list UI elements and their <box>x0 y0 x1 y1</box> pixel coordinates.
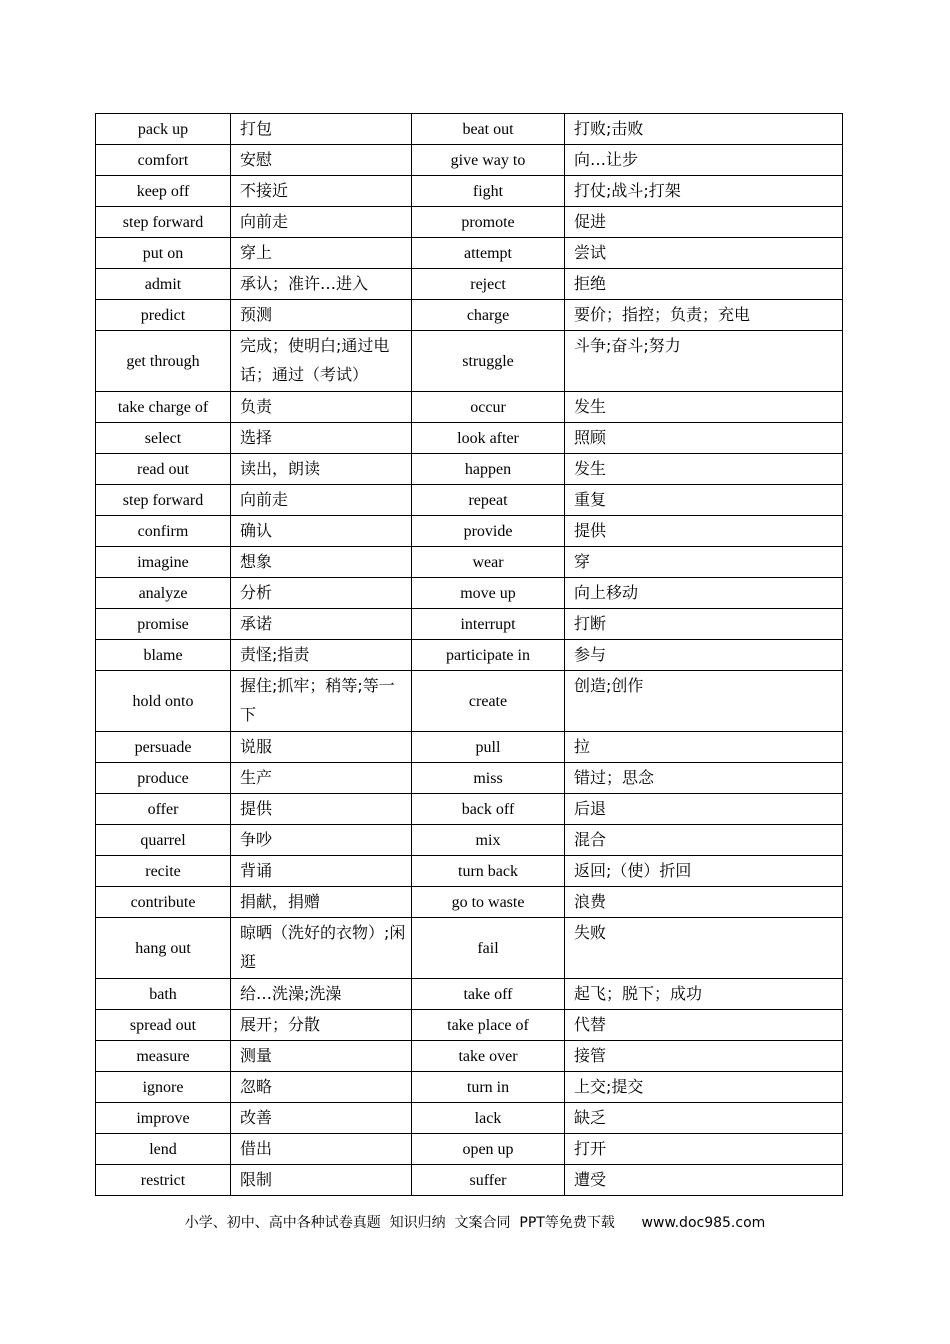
table-row <box>96 979 843 1010</box>
chinese-meaning-cell: 照顾 <box>565 423 843 454</box>
table-row <box>96 1134 843 1165</box>
table-row <box>96 887 843 918</box>
chinese-meaning-cell: 拒绝 <box>565 269 843 300</box>
chinese-meaning-cell: 责怪;指责 <box>231 640 412 671</box>
english-term-cell: produce <box>96 763 231 794</box>
english-term-cell: open up <box>412 1134 565 1165</box>
english-term-cell: give way to <box>412 145 565 176</box>
chinese-meaning-cell: 生产 <box>231 763 412 794</box>
table-row <box>96 207 843 238</box>
table-row <box>96 609 843 640</box>
table-row <box>96 1103 843 1134</box>
english-term-cell: lend <box>96 1134 231 1165</box>
table-row <box>96 331 843 392</box>
chinese-meaning-cell: 借出 <box>231 1134 412 1165</box>
english-term-cell: read out <box>96 454 231 485</box>
table-row <box>96 794 843 825</box>
table-row <box>96 423 843 454</box>
table-row <box>96 1041 843 1072</box>
chinese-meaning-cell: 向上移动 <box>565 578 843 609</box>
english-term-cell: beat out <box>412 114 565 145</box>
english-term-cell: comfort <box>96 145 231 176</box>
english-term-cell: struggle <box>412 331 565 392</box>
english-term-cell: fight <box>412 176 565 207</box>
english-term-cell: attempt <box>412 238 565 269</box>
table-row <box>96 516 843 547</box>
english-term-cell: provide <box>412 516 565 547</box>
table-row <box>96 114 843 145</box>
chinese-meaning-cell: 晾晒（洗好的衣物）;闲逛 <box>231 918 412 979</box>
english-term-cell: get through <box>96 331 231 392</box>
table-row <box>96 671 843 732</box>
english-term-cell: improve <box>96 1103 231 1134</box>
english-term-cell: pull <box>412 732 565 763</box>
english-term-cell: interrupt <box>412 609 565 640</box>
vocabulary-table-body <box>96 114 843 1196</box>
chinese-meaning-cell: 测量 <box>231 1041 412 1072</box>
english-term-cell: offer <box>96 794 231 825</box>
english-term-cell: hang out <box>96 918 231 979</box>
english-term-cell: take place of <box>412 1010 565 1041</box>
chinese-meaning-cell: 发生 <box>565 454 843 485</box>
chinese-meaning-cell: 尝试 <box>565 238 843 269</box>
chinese-meaning-cell: 完成；使明白;通过电话；通过（考试） <box>231 331 412 392</box>
chinese-meaning-cell: 选择 <box>231 423 412 454</box>
english-term-cell: measure <box>96 1041 231 1072</box>
table-row <box>96 300 843 331</box>
table-row <box>96 145 843 176</box>
chinese-meaning-cell: 预测 <box>231 300 412 331</box>
chinese-meaning-cell: 争吵 <box>231 825 412 856</box>
chinese-meaning-cell: 说服 <box>231 732 412 763</box>
english-term-cell: take off <box>412 979 565 1010</box>
table-row <box>96 392 843 423</box>
table-row <box>96 547 843 578</box>
english-term-cell: select <box>96 423 231 454</box>
chinese-meaning-cell: 斗争;奋斗;努力 <box>565 331 843 392</box>
chinese-meaning-cell: 参与 <box>565 640 843 671</box>
chinese-meaning-cell: 向前走 <box>231 485 412 516</box>
english-term-cell: happen <box>412 454 565 485</box>
chinese-meaning-cell: 改善 <box>231 1103 412 1134</box>
english-term-cell: imagine <box>96 547 231 578</box>
chinese-meaning-cell: 限制 <box>231 1165 412 1196</box>
chinese-meaning-cell: 代替 <box>565 1010 843 1041</box>
chinese-meaning-cell: 起飞；脱下；成功 <box>565 979 843 1010</box>
chinese-meaning-cell: 错过；思念 <box>565 763 843 794</box>
chinese-meaning-cell: 接管 <box>565 1041 843 1072</box>
table-row <box>96 578 843 609</box>
chinese-meaning-cell: 展开；分散 <box>231 1010 412 1041</box>
table-row <box>96 763 843 794</box>
english-term-cell: predict <box>96 300 231 331</box>
english-term-cell: contribute <box>96 887 231 918</box>
chinese-meaning-cell: 想象 <box>231 547 412 578</box>
english-term-cell: blame <box>96 640 231 671</box>
table-row <box>96 176 843 207</box>
table-row <box>96 485 843 516</box>
chinese-meaning-cell: 穿 <box>565 547 843 578</box>
chinese-meaning-cell: 穿上 <box>231 238 412 269</box>
english-term-cell: ignore <box>96 1072 231 1103</box>
english-term-cell: promote <box>412 207 565 238</box>
english-term-cell: step forward <box>96 207 231 238</box>
chinese-meaning-cell: 返回;（使）折回 <box>565 856 843 887</box>
chinese-meaning-cell: 上交;提交 <box>565 1072 843 1103</box>
chinese-meaning-cell: 发生 <box>565 392 843 423</box>
chinese-meaning-cell: 拉 <box>565 732 843 763</box>
page-footer: 小学、初中、高中各种试卷真题 知识归纳 文案合同 PPT等免费下载 www.doc985.com <box>184 1215 766 1231</box>
english-term-cell: pack up <box>96 114 231 145</box>
english-term-cell: quarrel <box>96 825 231 856</box>
chinese-meaning-cell: 提供 <box>231 794 412 825</box>
chinese-meaning-cell: 向前走 <box>231 207 412 238</box>
table-row <box>96 732 843 763</box>
table-row <box>96 1072 843 1103</box>
english-term-cell: admit <box>96 269 231 300</box>
chinese-meaning-cell: 遭受 <box>565 1165 843 1196</box>
chinese-meaning-cell: 安慰 <box>231 145 412 176</box>
chinese-meaning-cell: 创造;创作 <box>565 671 843 732</box>
chinese-meaning-cell: 打仗;战斗;打架 <box>565 176 843 207</box>
chinese-meaning-cell: 读出，朗读 <box>231 454 412 485</box>
english-term-cell: charge <box>412 300 565 331</box>
english-term-cell: look after <box>412 423 565 454</box>
chinese-meaning-cell: 重复 <box>565 485 843 516</box>
english-term-cell: create <box>412 671 565 732</box>
english-term-cell: occur <box>412 392 565 423</box>
table-row <box>96 454 843 485</box>
english-term-cell: persuade <box>96 732 231 763</box>
chinese-meaning-cell: 打开 <box>565 1134 843 1165</box>
english-term-cell: take over <box>412 1041 565 1072</box>
chinese-meaning-cell: 打断 <box>565 609 843 640</box>
english-term-cell: analyze <box>96 578 231 609</box>
english-term-cell: turn back <box>412 856 565 887</box>
chinese-meaning-cell: 承诺 <box>231 609 412 640</box>
english-term-cell: hold onto <box>96 671 231 732</box>
chinese-meaning-cell: 握住;抓牢；稍等;等一下 <box>231 671 412 732</box>
chinese-meaning-cell: 缺乏 <box>565 1103 843 1134</box>
chinese-meaning-cell: 浪费 <box>565 887 843 918</box>
table-row <box>96 856 843 887</box>
english-term-cell: mix <box>412 825 565 856</box>
table-row <box>96 825 843 856</box>
english-term-cell: fail <box>412 918 565 979</box>
chinese-meaning-cell: 失败 <box>565 918 843 979</box>
english-term-cell: miss <box>412 763 565 794</box>
english-term-cell: keep off <box>96 176 231 207</box>
english-term-cell: go to waste <box>412 887 565 918</box>
chinese-meaning-cell: 忽略 <box>231 1072 412 1103</box>
english-term-cell: restrict <box>96 1165 231 1196</box>
chinese-meaning-cell: 不接近 <box>231 176 412 207</box>
english-term-cell: spread out <box>96 1010 231 1041</box>
english-term-cell: wear <box>412 547 565 578</box>
chinese-meaning-cell: 提供 <box>565 516 843 547</box>
english-term-cell: participate in <box>412 640 565 671</box>
english-term-cell: move up <box>412 578 565 609</box>
table-row <box>96 238 843 269</box>
chinese-meaning-cell: 打包 <box>231 114 412 145</box>
english-term-cell: confirm <box>96 516 231 547</box>
table-row <box>96 640 843 671</box>
chinese-meaning-cell: 给…洗澡;洗澡 <box>231 979 412 1010</box>
english-term-cell: put on <box>96 238 231 269</box>
english-term-cell: take charge of <box>96 392 231 423</box>
english-term-cell: suffer <box>412 1165 565 1196</box>
table-row <box>96 1010 843 1041</box>
table-row <box>96 269 843 300</box>
chinese-meaning-cell: 混合 <box>565 825 843 856</box>
english-term-cell: bath <box>96 979 231 1010</box>
chinese-meaning-cell: 要价；指控；负责；充电 <box>565 300 843 331</box>
english-term-cell: step forward <box>96 485 231 516</box>
chinese-meaning-cell: 确认 <box>231 516 412 547</box>
vocabulary-table <box>95 113 843 1196</box>
english-term-cell: turn in <box>412 1072 565 1103</box>
chinese-meaning-cell: 负责 <box>231 392 412 423</box>
chinese-meaning-cell: 促进 <box>565 207 843 238</box>
chinese-meaning-cell: 分析 <box>231 578 412 609</box>
english-term-cell: reject <box>412 269 565 300</box>
chinese-meaning-cell: 后退 <box>565 794 843 825</box>
english-term-cell: lack <box>412 1103 565 1134</box>
table-row <box>96 1165 843 1196</box>
table-row <box>96 918 843 979</box>
chinese-meaning-cell: 背诵 <box>231 856 412 887</box>
english-term-cell: recite <box>96 856 231 887</box>
chinese-meaning-cell: 承认；准许…进入 <box>231 269 412 300</box>
english-term-cell: back off <box>412 794 565 825</box>
english-term-cell: promise <box>96 609 231 640</box>
chinese-meaning-cell: 向…让步 <box>565 145 843 176</box>
chinese-meaning-cell: 打败;击败 <box>565 114 843 145</box>
english-term-cell: repeat <box>412 485 565 516</box>
chinese-meaning-cell: 捐献，捐赠 <box>231 887 412 918</box>
